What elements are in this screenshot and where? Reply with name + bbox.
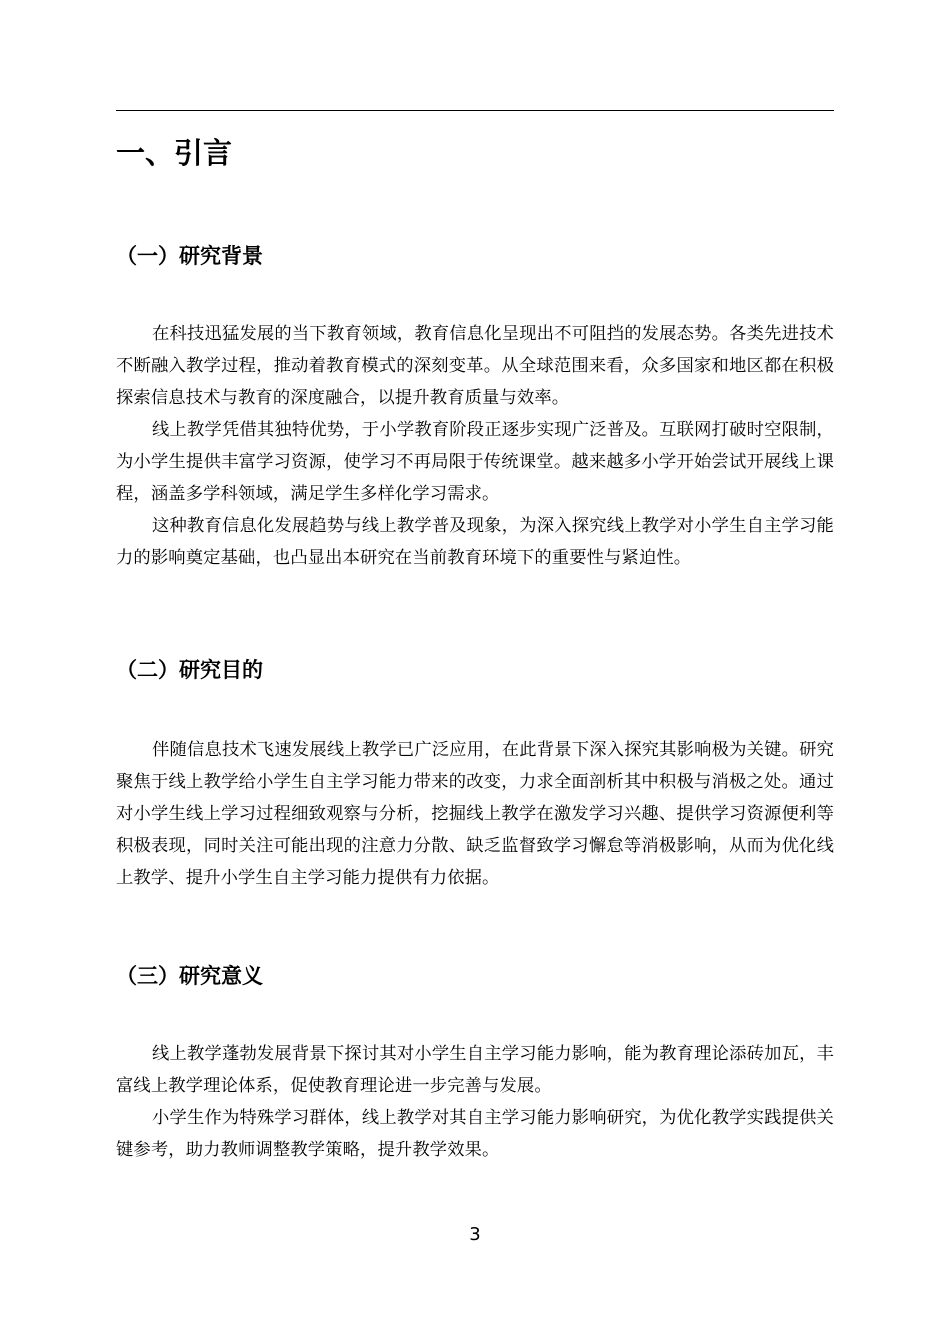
paragraph: 在科技迅猛发展的当下教育领域，教育信息化呈现出不可阻挡的发展态势。各类先进技术不断融入教学过程，推动着教育模式的深刻变革。从全球范围来看，众多国家和地区都在积极探索信息技术与教育的深度融合，以提升教育质量与效率。 [116, 324, 834, 408]
paragraph: 小学生作为特殊学习群体，线上教学对其自主学习能力影响研究，为优化教学实践提供关键参考，助力教师调整教学策略，提升教学效果。 [116, 1108, 834, 1160]
section-body-purpose [116, 734, 834, 894]
section-heading-purpose: （二）研究目的 [116, 658, 263, 682]
paragraph: 线上教学蓬勃发展背景下探讨其对小学生自主学习能力影响，能为教育理论添砖加瓦，丰富线上教学理论体系，促使教育理论进一步完善与发展。 [116, 1044, 834, 1096]
paragraph: 这种教育信息化发展趋势与线上教学普及现象，为深入探究线上教学对小学生自主学习能力的影响奠定基础，也凸显出本研究在当前教育环境下的重要性与紧迫性。 [116, 516, 834, 568]
page-number: 3 [469, 1224, 481, 1245]
section-body-background [116, 318, 834, 574]
paragraph: 线上教学凭借其独特优势，于小学教育阶段正逐步实现广泛普及。互联网打破时空限制，为小学生提供丰富学习资源，使学习不再局限于传统课堂。越来越多小学开始尝试开展线上课程，涵盖多学科领域，满足学生多样化学习需求。 [116, 420, 834, 504]
chapter-title: 一、引言 [116, 136, 233, 170]
paragraph: 伴随信息技术飞速发展线上教学已广泛应用，在此背景下深入探究其影响极为关键。研究聚焦于线上教学给小学生自主学习能力带来的改变，力求全面剖析其中积极与消极之处。通过对小学生线上学习过程细致观察与分析，挖掘线上教学在激发学习兴趣、提供学习资源便利等积极表现，同时关注可能出现的注意力分散、缺乏监督致学习懈怠等消极影响，从而为优化线上教学、提升小学生自主学习能力提供有力依据。 [116, 740, 834, 888]
section-heading-background: （一）研究背景 [116, 244, 263, 268]
section-body-significance [116, 1038, 834, 1166]
header-rule [116, 110, 834, 111]
section-heading-significance: （三）研究意义 [116, 964, 263, 988]
